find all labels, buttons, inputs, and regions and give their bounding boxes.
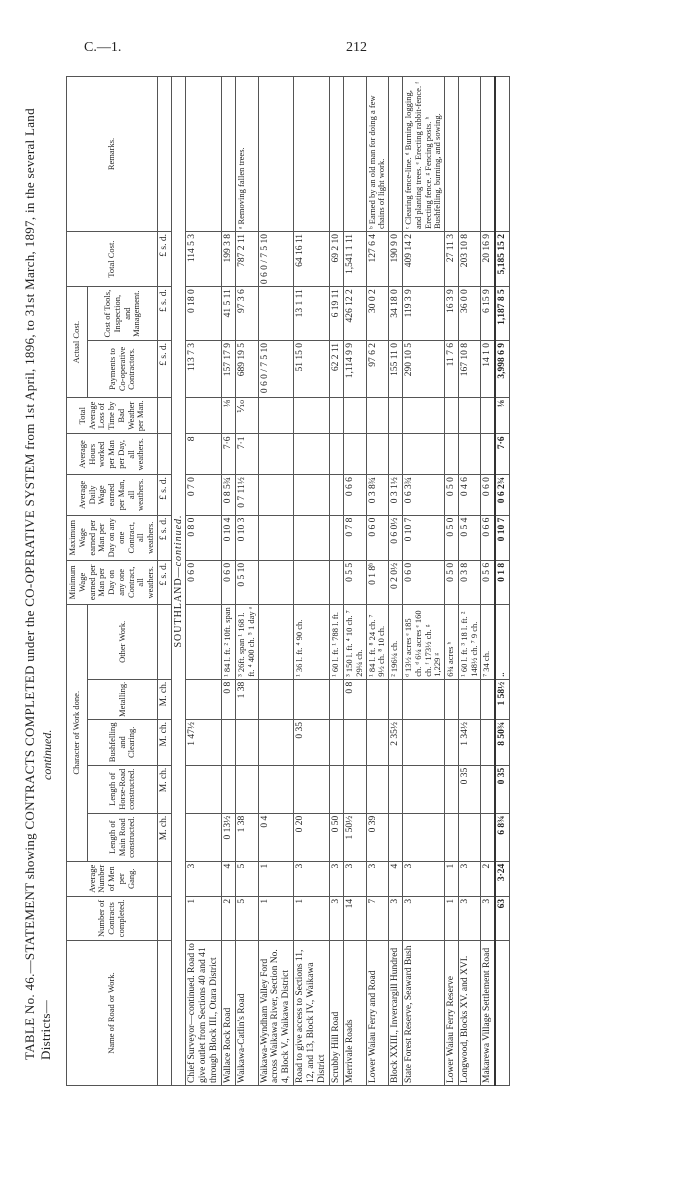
total-tools: 1,187 8 5 [495,287,509,341]
cell-avg: 0 6 0 [481,475,495,515]
cell-men: 3 [366,861,389,896]
cell-tools: 36 0 0 [458,287,481,341]
col-men: Average Number of Men per Gang. [67,861,158,896]
cell-min: 0 6 0 [222,560,236,604]
cell-total: 190 9 0 [389,232,403,287]
unit-cell: £ s. d. [157,515,171,560]
cell-horse [445,765,459,813]
table-row [236,77,259,1086]
cell-main: 0 20 [294,813,330,861]
table-row [330,77,344,1086]
cell-other: 6¾ acres ʰ [445,604,459,679]
cell-horse [236,765,259,813]
cell-name: Waikawa-Wyndham Valley Ford across Waikawa River, Section No. 4, Block V., Waikawa District [258,941,294,1086]
cell-pay: 113 7 3 [186,341,222,398]
table-row [389,77,403,1086]
cell-bush [258,719,294,765]
cell-men: 5 [236,861,259,896]
cell-avg [258,475,294,515]
cell-men: 1 [445,861,459,896]
cell-men: 1 [258,861,294,896]
cell-men: 4 [222,861,236,896]
cell-other [186,604,222,679]
cell-pay: 51 15 0 [294,341,330,398]
cell-hours: 7·1 [236,434,259,475]
cell-max: 0 6 6 [481,515,495,560]
cell-name: Block XXIII., Invercargill Hundred [389,941,403,1086]
cell-min: 0 1 8ᵇ [366,560,389,604]
cell-hours [445,434,459,475]
table-row [458,77,481,1086]
cell-pay: 62 2 11 [330,341,344,398]
cell-main: 0 50 [330,813,344,861]
cell-name: Scrubby Hill Road [330,941,344,1086]
cell-avg [330,475,344,515]
col-total-cost: Total Cost. [67,232,158,287]
unit-cell: £ s. d. [157,232,171,287]
cell-max: 0 6 0½ [389,515,403,560]
total-loss: ⅛ [495,397,509,434]
cell-total: 409 14 2 [402,232,444,287]
cell-other: ᵈ 13½ acres ᵉ 185 ch. ᵈ 6¼ acres ᵉ 160 ch. ᶠ 173½ ch. ᵍ 1,229 ᵍ [402,604,444,679]
table-title: TABLE No. 46.—STATEMENT showing CONTRACTS COMPLETED under the CO-OPERATIVE SYSTEM from 1st April, 1896, to 31st March, 1897, in the several Land Districts— [22,108,53,1060]
cell-max: 0 6 0 [366,515,389,560]
cell-avg: 0 5 0 [445,475,459,515]
cell-pay: 689 19 5 [236,341,259,398]
cell-loss [366,397,389,434]
col-horse-road: Length of Horse-Road constructed. [88,765,158,813]
table-row [222,77,236,1086]
cell-max: 0 10 7 [402,515,444,560]
cell-tools: 16 3 9 [445,287,459,341]
cell-avg: 0 7 11½ [236,475,259,515]
cell-loss [389,397,403,434]
cell-bush [222,719,236,765]
cell-metal [481,679,495,719]
cell-contracts: 3 [330,896,344,940]
cell-contracts: 1 [186,896,222,940]
cell-main [481,813,495,861]
cell-bush: 1 34½ [458,719,481,765]
cell-metal: 0 8 [343,679,366,719]
cell-tools: 30 0 2 [366,287,389,341]
cell-main: 1 38 [236,813,259,861]
cell-min: 0 6 0 [402,560,444,604]
cell-metal [402,679,444,719]
units-row [157,77,171,1086]
cell-main: 0 39 [366,813,389,861]
cell-bush [236,719,259,765]
cell-horse [294,765,330,813]
cell-tools: 41 5 11 [222,287,236,341]
col-main-road: Length of Main Road constructed. [88,813,158,861]
cell-men: 3 [186,861,222,896]
cell-remarks [294,77,330,232]
cell-avg: 0 3 8¾ [366,475,389,515]
cell-total: 69 2 10 [330,232,344,287]
contracts-table [66,76,510,1086]
cell-min [294,560,330,604]
unit-cell: M. ch. [157,765,171,813]
cell-other: ² 196¼ ch. [389,604,403,679]
unit-cell: M. ch. [157,813,171,861]
cell-bush [366,719,389,765]
cell-avg [294,475,330,515]
table-row [402,77,444,1086]
cell-remarks: ᶜ Clearing fence-line. ᵈ Burning, logging, and planting trees. ᵉ Erecting rabbit-fence. ᶠ Erecting fence. ᵍ Fencing posts. ʰ Bushfelling, burning, and sowing. [402,77,444,232]
cell-bush: 0 35 [294,719,330,765]
table-row [366,77,389,1086]
cell-metal [366,679,389,719]
col-character: Character of Work done. [67,604,88,861]
totals-row [495,77,509,1086]
cell-tools: 97 3 6 [236,287,259,341]
total-min: 0 1 8 [495,560,509,604]
cell-tools [258,287,294,341]
unit-cell: M. ch. [157,679,171,719]
cell-min: 0 3 8 [458,560,481,604]
cell-horse [481,765,495,813]
cell-loss [445,397,459,434]
cell-name: Lower Waiau Ferry and Road [366,941,389,1086]
cell-name: Lower Waiau Ferry Reserve [445,941,459,1086]
cell-remarks [445,77,459,232]
cell-min: 0 5 10 [236,560,259,604]
col-actual-cost: Actual Cost. [67,287,88,398]
cell-total: 203 10 8 [458,232,481,287]
cell-total: 127 6 4 [366,232,389,287]
cell-bush [445,719,459,765]
cell-contracts: 7 [366,896,389,940]
col-avg-hours: Average Hours worked per Man per Day, all weathers. [67,434,158,475]
cell-horse [186,765,222,813]
cell-hours: 7·6 [222,434,236,475]
total-horse: 0 35 [495,765,509,813]
cell-metal [258,679,294,719]
cell-bush: 2 35½ [389,719,403,765]
cell-max [258,515,294,560]
cell-max: 0 10 3 [236,515,259,560]
section-continued: continued. [172,514,184,567]
cell-main [186,813,222,861]
cell-men: 3 [343,861,366,896]
cell-avg: 0 8 5¾ [222,475,236,515]
cell-main: 0 13½ [222,813,236,861]
table-body [157,77,509,1086]
unit-cell: £ s. d. [157,341,171,398]
cell-max: 0 8 0 [186,515,222,560]
cell-hours [366,434,389,475]
cell-total: 64 16 11 [294,232,330,287]
cell-men: 2 [481,861,495,896]
cell-tools: 6 19 11 [330,287,344,341]
cell-tools: 13 1 11 [294,287,330,341]
cell-name: Makarewa Village Settlement Road [481,941,495,1086]
unit-cell: £ s. d. [157,287,171,341]
cell-name: Wallace Rock Road [222,941,236,1086]
cell-contracts: 5 [236,896,259,940]
cell-contracts: 1 [258,896,294,940]
rotated-table-page [66,76,676,1086]
cell-hours [330,434,344,475]
cell-pay: 1,114 9 9 [343,341,366,398]
cell-loss [402,397,444,434]
cell-loss [330,397,344,434]
cell-main [389,813,403,861]
cell-men: 3 [402,861,444,896]
cell-total: 1,541 1 11 [343,232,366,287]
cell-other [258,604,294,679]
table-row [481,77,495,1086]
cell-min [330,560,344,604]
col-name: Name of Road or Work. [67,941,158,1086]
cell-total: 27 11 3 [445,232,459,287]
cell-hours [294,434,330,475]
cell-loss [458,397,481,434]
cell-main: 1 50½ [343,813,366,861]
cell-other: ³ 26ft. span ¹ 168 l. ft. ⁴ 400 ch. ⁵ 1 day ᵃ [236,604,259,679]
cell-horse [402,765,444,813]
cell-max [294,515,330,560]
unit-cell: M. ch. [157,719,171,765]
cell-loss [343,397,366,434]
col-payments: Payments to Co-operative Contractors. [88,341,158,398]
cell-bush [402,719,444,765]
total-bush: 8 50¾ [495,719,509,765]
cell-remarks [481,77,495,232]
cell-total: 20 16 9 [481,232,495,287]
cell-pay: 11 7 6 [445,341,459,398]
cell-name: Road to give access to Sections 11, 12, and 13, Block IV., Waikawa District [294,941,330,1086]
cell-pay: 157 17 9 [222,341,236,398]
total-main: 6 8¾ [495,813,509,861]
table-row [445,77,459,1086]
cell-hours [258,434,294,475]
cell-horse [330,765,344,813]
table-row [294,77,330,1086]
cell-horse [222,765,236,813]
cell-name: Waikawa-Catlin's Road [236,941,259,1086]
cell-contracts: 3 [402,896,444,940]
section-label [171,77,186,1086]
cell-horse [366,765,389,813]
cell-total: 0 6 0 / 7 5 10 [258,232,294,287]
cell-tools: 0 18 0 [186,287,222,341]
cell-metal [389,679,403,719]
cell-bush [481,719,495,765]
section-row [171,77,186,1086]
cell-contracts: 3 [458,896,481,940]
cell-name: Merrivale Roads [343,941,366,1086]
cell-other: ³ 150 l. ft. ⁴ 10 ch. ⁷ 29¼ ch. [343,604,366,679]
col-remarks: Remarks. [67,77,158,232]
col-min-wage: Minimum Wage earned per Man per Day on any one Contract, all weathers. [67,560,158,604]
cell-men: 4 [389,861,403,896]
total-max: 0 10 7 [495,515,509,560]
section-name: SOUTHLAND— [172,566,184,648]
cell-hours: 8 [186,434,222,475]
cell-loss [186,397,222,434]
cell-hours [343,434,366,475]
table-row [258,77,294,1086]
cell-contracts: 3 [481,896,495,940]
cell-loss [481,397,495,434]
cell-other: ¹ 84 l. ft. ⁸ 24 ch. ⁷ 9½ ch. ⁸ 10 ch. [366,604,389,679]
cell-loss: ⅛ [222,397,236,434]
cell-avg: 0 6 3¾ [402,475,444,515]
cell-pay: 290 10 5 [402,341,444,398]
table-row [343,77,366,1086]
cell-tools: 6 15 9 [481,287,495,341]
col-contracts: Number of Contracts completed. [67,896,158,940]
cell-hours [458,434,481,475]
unit-cell: £ s. d. [157,560,171,604]
col-loss-time: Total Average Loss of Time by Bad Weather per Man. [67,397,158,434]
cell-remarks: ᵃ Removing fallen trees. [236,77,259,232]
cell-contracts: 1 [445,896,459,940]
cell-max [330,515,344,560]
cell-metal [458,679,481,719]
cell-metal: 0 8 [222,679,236,719]
col-max-wage: Maximum Wage earned per Man per Day on any one Contract, all weathers. [67,515,158,560]
cell-metal [445,679,459,719]
col-avg-wage: Average Daily Wage earned per Man, all weathers. [67,475,158,515]
total-pay: 3,998 6 9 [495,341,509,398]
cell-horse: 0 35 [458,765,481,813]
cell-pay: 0 6 0 / 7 5 10 [258,341,294,398]
page-number: 212 [346,40,367,55]
table-title-continued: continued. [40,729,54,780]
cell-remarks [258,77,294,232]
cell-metal [294,679,330,719]
cell-remarks: ᵇ Earned by an old man for doing a few chains of light work. [366,77,389,232]
cell-horse [343,765,366,813]
cell-metal [186,679,222,719]
cell-remarks [343,77,366,232]
cell-men: 3 [330,861,344,896]
cell-contracts: 1 [294,896,330,940]
col-bushfelling: Bushfelling and Clearing. [88,719,158,765]
cell-remarks [222,77,236,232]
cell-min: 0 2 0½ [389,560,403,604]
cell-bush: 1 47½ [186,719,222,765]
cell-total: 114 5 3 [186,232,222,287]
cell-tools: 34 18 0 [389,287,403,341]
cell-min: 0 6 0 [186,560,222,604]
cell-remarks [330,77,344,232]
total-total: 5,185 15 2 [495,232,509,287]
cell-other: ¹ 84 l. ft. ² 10ft. span [222,604,236,679]
cell-max: 0 5 4 [458,515,481,560]
cell-min [258,560,294,604]
cell-total: 199 3 8 [222,232,236,287]
total-hours: 7·6 [495,434,509,475]
cell-hours [389,434,403,475]
cell-men: 3 [458,861,481,896]
cell-avg: 0 7 0 [186,475,222,515]
cell-horse [258,765,294,813]
cell-tools: 426 12 2 [343,287,366,341]
cell-main [402,813,444,861]
cell-remarks [389,77,403,232]
cell-men: 3 [294,861,330,896]
header-row-1 [67,77,88,1086]
col-metalling: Metalling. [88,679,158,719]
cell-max: 0 10 4 [222,515,236,560]
cell-loss: ⅒ [236,397,259,434]
cell-name: Longwood, Blocks XV. and XVI. [458,941,481,1086]
cell-pay: 97 6 2 [366,341,389,398]
total-contracts: 63 [495,896,509,940]
total-remarks [495,77,509,232]
cell-hours [481,434,495,475]
cell-name: Chief Surveyor—continued. Road to give outlet from Sections 40 and 41 through Block III., Otara District [186,941,222,1086]
cell-name: State Forest Reserve, Seaward Bush [402,941,444,1086]
cell-pay: 155 11 0 [389,341,403,398]
unit-cell: £ s. d. [157,475,171,515]
cell-remarks [458,77,481,232]
cell-contracts: 3 [389,896,403,940]
cell-avg: 0 3 1½ [389,475,403,515]
cell-other: ¹ 60 l. ft. ¹ 788 l. ft. [330,604,344,679]
cell-loss [258,397,294,434]
col-other-work: Other Work. [88,604,158,679]
cell-min: 0 5 0 [445,560,459,604]
cell-loss [294,397,330,434]
cell-total: 787 2 11 [236,232,259,287]
cell-contracts: 14 [343,896,366,940]
cell-metal: 1 38 [236,679,259,719]
cell-remarks [186,77,222,232]
total-other: .. [495,604,509,679]
cell-avg: 0 4 6 [458,475,481,515]
cell-pay: 14 1 0 [481,341,495,398]
cell-main: 0 4 [258,813,294,861]
total-name [495,941,509,1086]
cell-main [458,813,481,861]
cell-hours [402,434,444,475]
cell-max: 0 5 0 [445,515,459,560]
cell-metal [330,679,344,719]
cell-tools: 119 3 9 [402,287,444,341]
cell-other: ¹ 36 l. ft. ⁴ 90 ch. [294,604,330,679]
total-men: 3·24 [495,861,509,896]
col-tools: Cost of Tools, Inspection, and Management. [88,287,158,341]
cell-avg: 0 6 6 [343,475,366,515]
cell-min: 0 5 6 [481,560,495,604]
cell-max: 0 7 8 [343,515,366,560]
cell-bush [343,719,366,765]
cell-other: ⁷ 34 ch. [481,604,495,679]
cell-horse [389,765,403,813]
total-metal: 1 58½ [495,679,509,719]
cell-main [445,813,459,861]
total-avg: 0 6 2¾ [495,475,509,515]
cell-pay: 167 10 8 [458,341,481,398]
table-row [186,77,222,1086]
cell-contracts: 2 [222,896,236,940]
cell-other: ¹ 60 l. ft. ³ 18 l. ft. ² 148½ ch. ⁷ 9 ch. [458,604,481,679]
cell-min: 0 5 5 [343,560,366,604]
page-code: C.—1. [84,40,122,55]
cell-bush [330,719,344,765]
